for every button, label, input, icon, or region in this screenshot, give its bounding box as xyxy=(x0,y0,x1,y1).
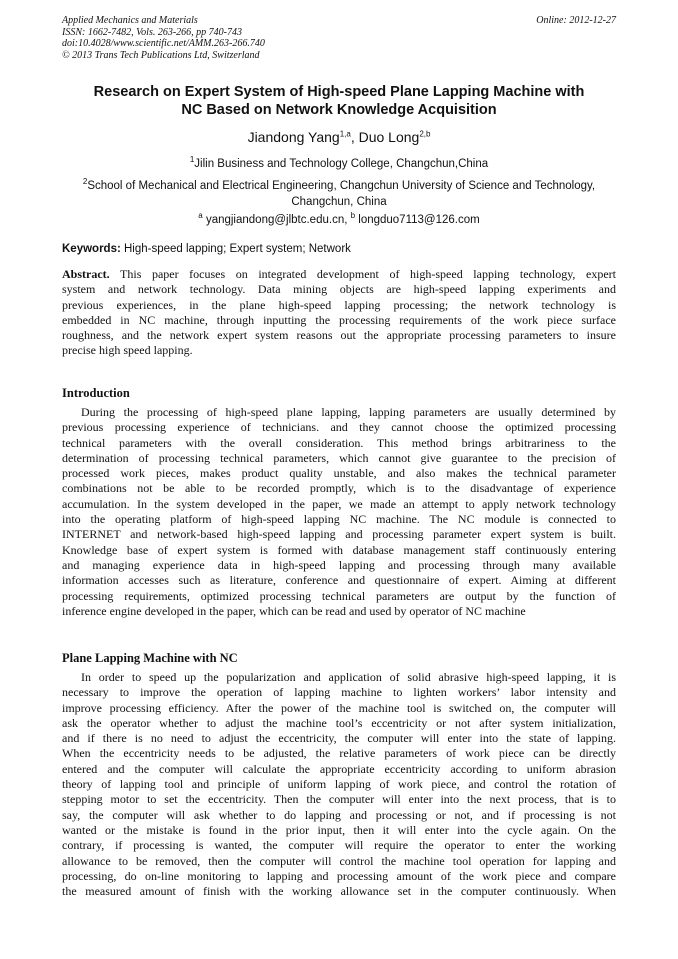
body-line: allowance to be removed, then the computer will control the machine tool operation for lapping and xyxy=(62,853,616,868)
abstract-line xyxy=(62,267,616,282)
affiliation-1-sup: 1 xyxy=(189,155,195,165)
journal-name: Applied Mechanics and Materials xyxy=(62,15,198,26)
body-line: combinations not be able to be recorded promptly, which is to the disadvantage of experience xyxy=(62,481,616,496)
body-line: During the processing of high-speed plane lapping, lapping parameters are usually determined by xyxy=(81,405,616,419)
author-separator: , xyxy=(350,129,359,145)
title-line-2: NC Based on Network Knowledge Acquisition xyxy=(181,102,497,118)
affiliation-1-text: Jilin Business and Technology College, Changchun,China xyxy=(194,158,489,170)
author-2-sup: 2,b xyxy=(419,129,431,139)
body-line: ask the operator whether to adjust the machine tool’s eccentricity or not after system initialization, xyxy=(62,715,616,730)
abstract-line: roughness, and the network expert system reasons out the appropriate processing parameters to insure xyxy=(62,328,616,343)
journal-doi: doi:10.4028/www.scientific.net/AMM.263-266.740 xyxy=(62,38,265,49)
journal-info xyxy=(62,15,265,61)
affiliation-2-sup: 2 xyxy=(82,177,88,187)
keywords-label: Keywords: xyxy=(62,243,121,255)
body-line: and if there is no need to adjust the eccentricity, the computer will enter into the state of lapping. xyxy=(62,731,616,746)
section-heading-introduction: Introduction xyxy=(62,386,130,400)
authors xyxy=(40,129,638,145)
body-line: contrary, if processing is wanted, the computer will require the operator to enter the working xyxy=(62,838,616,853)
plane-lapping-body xyxy=(62,670,616,899)
affiliation-2 xyxy=(40,178,638,210)
introduction-body xyxy=(62,405,616,619)
body-line: technical parameters with the overall consideration. This method brings arbitrariness to the xyxy=(62,435,616,450)
body-line: accumulation. In the system developed in the paper, we made an attempt to apply network technology xyxy=(62,496,616,511)
abstract-line: system and network technology. Data mining objects are high-speed lapping experiments and xyxy=(62,282,616,297)
author-2: Duo Long xyxy=(358,129,420,145)
body-line: determination of processing technical parameters, which cannot give guarantee to the precision of xyxy=(62,450,616,465)
body-line: In order to speed up the popularization and application of solid abrasive high-speed lapping, it is xyxy=(81,670,616,684)
abstract xyxy=(62,267,616,359)
affiliation-2-text: School of Mechanical and Electrical Engineering, Changchun University of Science and Technology, xyxy=(87,180,596,192)
email-a-sup: a xyxy=(198,211,203,221)
author-1-sup: 1,a xyxy=(339,129,351,139)
body-line: information accesses such as literature, conference and questionnaire of expert. Aiming at different xyxy=(62,573,616,588)
keywords-text: High-speed lapping; Expert system; Network xyxy=(120,243,351,255)
body-line: processing requirements, optimized processing technical parameters are output by the function of xyxy=(62,588,616,603)
body-line: improve processing efficiency. After the power of the machine tool is switched on, the computer will xyxy=(62,700,616,715)
title-line-1: Research on Expert System of High-speed Plane Lapping Machine with xyxy=(93,84,585,100)
journal-copyright: © 2013 Trans Tech Publications Ltd, Switzerland xyxy=(62,49,260,61)
body-line: entered and the computer will calculate the appropriate eccentricity according to uniform abrasion xyxy=(62,761,616,776)
body-line: previous processing experience of technicians. and they cannot choose the optimized processing xyxy=(62,420,616,435)
email-a: yangjiandong@jlbtc.edu.cn, xyxy=(202,214,351,226)
body-line: into the operating platform of high-speed lapping NC machine. The NC module is connected to xyxy=(62,512,616,527)
abstract-line: precise high speed lapping. xyxy=(62,343,193,358)
body-line: necessary to improve the operation of lapping machine to lighten workers’ labor intensity and xyxy=(62,685,616,700)
body-line: say, the computer will ask whether to do lapping and processing or not, and if processing is not xyxy=(62,807,616,822)
body-line: INTERNET and network-based high-speed lapping and processing parameter expert system is built. xyxy=(62,527,616,542)
body-line: theory of lapping tool and principle of uniform lapping of work piece, and control the rotation of xyxy=(62,777,616,792)
section-heading-plane-lapping: Plane Lapping Machine with NC xyxy=(62,651,238,665)
author-1: Jiandong Yang xyxy=(247,129,340,145)
affiliation-2-line-2: Changchun, China xyxy=(291,196,387,208)
emails xyxy=(40,212,638,228)
email-b-sup: b xyxy=(350,211,356,221)
body-line: stepping motor to set the eccentricity. Then the computer will enter into the next process, that is to xyxy=(62,792,616,807)
paper-title xyxy=(40,83,638,119)
email-b: longduo7113@126.com xyxy=(355,214,480,226)
body-line: wanted or the mistake is found in the prior input, then it will enter into the cycle again. On the xyxy=(62,822,616,837)
abstract-line-text: This paper focuses on integrated development of high-speed lapping technology, expert xyxy=(109,267,616,281)
online-date: Online: 2012-12-27 xyxy=(536,15,616,26)
body-line: Knowledge base of expert system is formed with database management staff continuously entering xyxy=(62,542,616,557)
body-line: the measured amount of finish with the working allowance set in the computer continuously. When xyxy=(62,884,616,899)
abstract-line: embedded in NC machine, through inputting the processing requirements of the work piece surface xyxy=(62,312,616,327)
body-line: When the eccentricity needs to be adjusted, the relative parameters of work piece can be directly xyxy=(62,746,616,761)
abstract-label: Abstract. xyxy=(62,267,110,281)
affiliation-2-line-1 xyxy=(40,178,638,194)
body-line: processing, do on-line monitoring to lapping and processing amount of the work piece and compare xyxy=(62,868,616,883)
keywords xyxy=(62,243,351,255)
journal-issn: ISSN: 1662-7482, Vols. 263-266, pp 740-743 xyxy=(62,26,242,38)
affiliation-1 xyxy=(40,156,638,172)
abstract-line: previous experiences, in the plane high-speed lapping processing; the network technology is xyxy=(62,297,616,312)
body-line: processed work pieces, makes product quality unstable, and also makes the technical parameter xyxy=(62,466,616,481)
body-line: inference engine developed in the paper, which can be read and used by operator of NC machine xyxy=(62,603,526,618)
body-line: and managing experience data in high-speed lapping and processing through many available xyxy=(62,557,616,572)
